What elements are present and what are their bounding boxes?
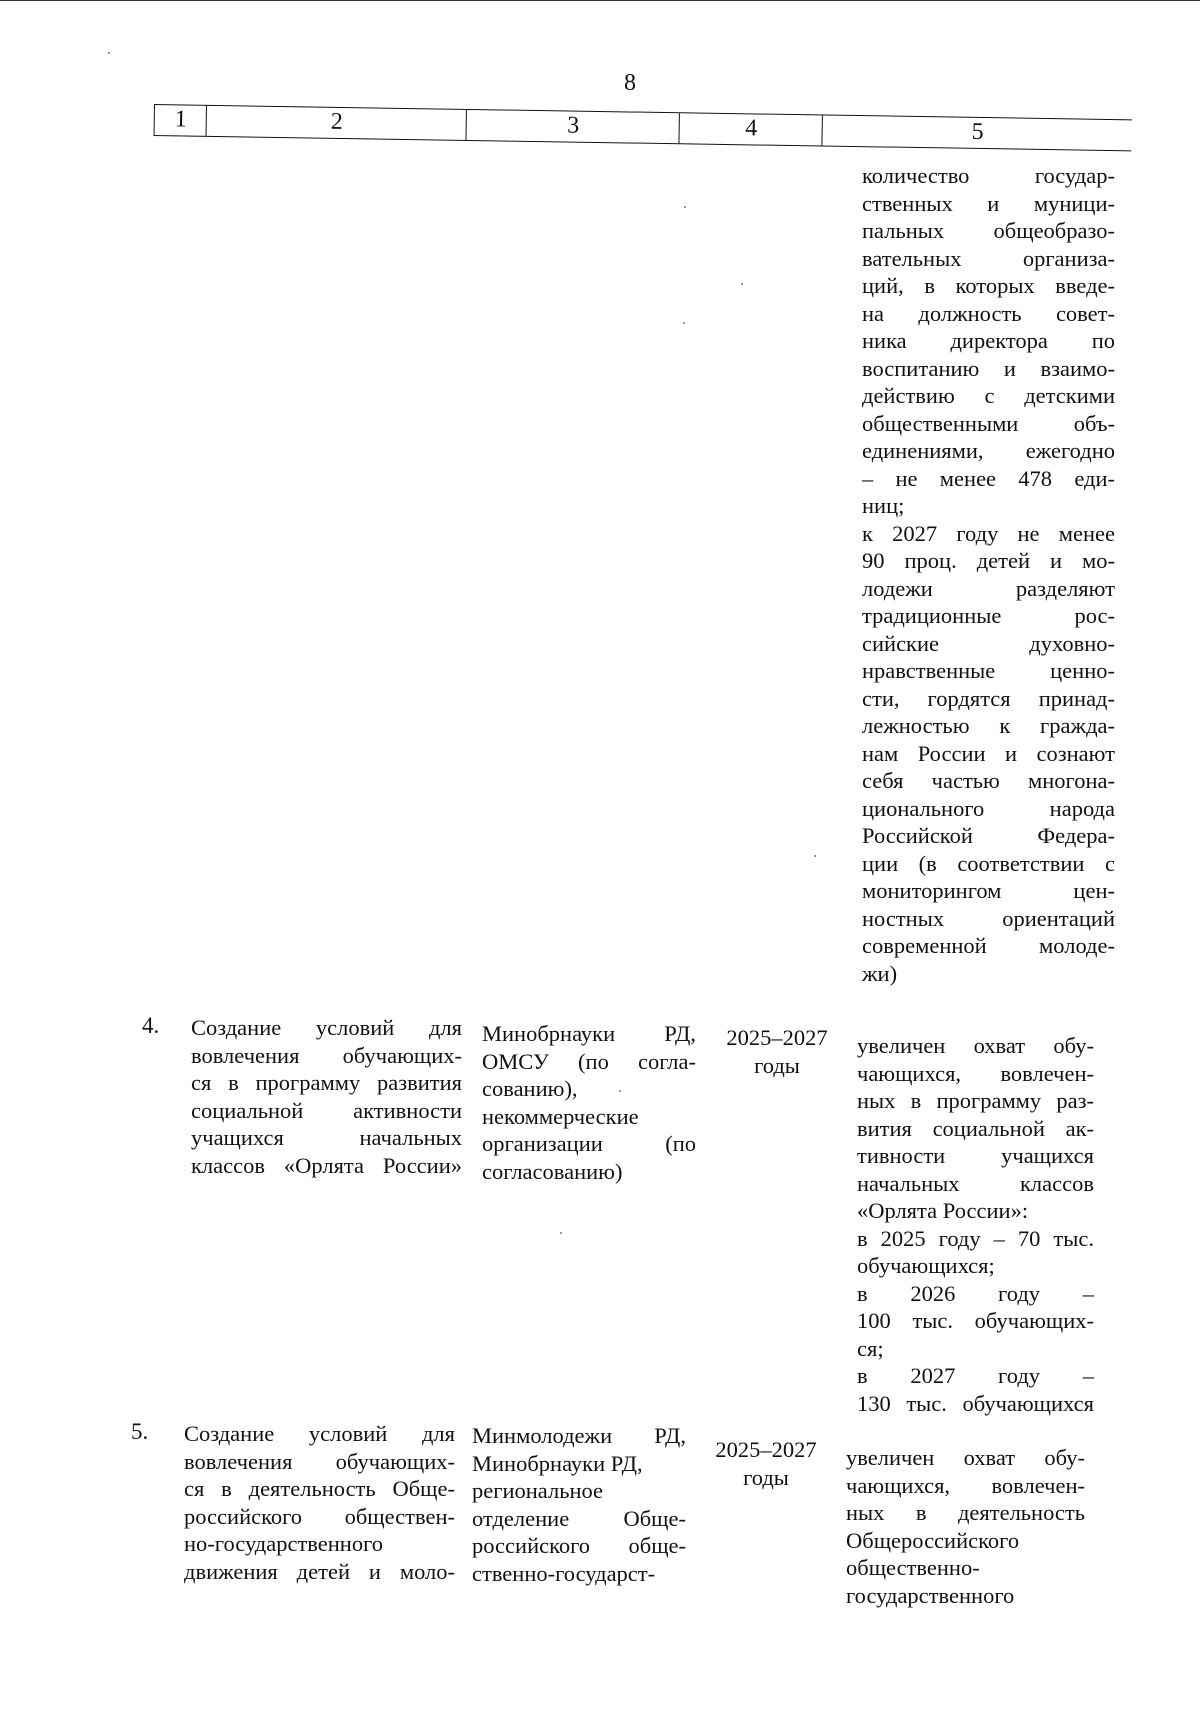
page-number: 8: [624, 70, 636, 96]
col3-line: сованию),: [482, 1076, 578, 1101]
col5-line: лежностью к гражда-: [862, 713, 1115, 738]
col3-line: Минмолодежи РД,: [472, 1423, 686, 1448]
col5-line: лодежи разделяют: [862, 575, 1115, 601]
col5-line: единениями, ежегодно: [862, 438, 1115, 463]
col3-line: ственно-государст-: [472, 1560, 656, 1586]
col3-line: ОМСУ (по согла-: [482, 1048, 696, 1074]
header-col-2: 2: [206, 106, 467, 140]
col5-line: пальных общеобразо-: [862, 218, 1115, 243]
col2-line: Создание условий для: [184, 1421, 455, 1446]
col5-line: себя частью многона-: [862, 768, 1115, 793]
col5-line: действию с детскими: [862, 383, 1115, 408]
table-header: [153, 104, 1131, 151]
row-number: 5.: [131, 1419, 149, 1444]
col5-line: в 2025 году – 70 тыс.: [857, 1225, 1094, 1251]
col5-line: сийские духовно-: [862, 630, 1115, 656]
col5-line: обучающихся;: [857, 1253, 995, 1278]
col2-line: ся в деятельность Обще-: [184, 1476, 455, 1501]
col5-line: ся;: [857, 1335, 884, 1361]
col5-line: современной молоде-: [862, 933, 1115, 958]
col5-line: количество госудаp-: [862, 163, 1115, 188]
col5-line: государственного: [846, 1582, 1015, 1608]
row4-col5-result: [857, 1032, 1094, 1417]
col5-line: в 2027 году –: [857, 1363, 1094, 1388]
col5-line: ных в программу раз-: [857, 1088, 1094, 1113]
continuation-col5: [862, 162, 1115, 987]
row-number: 4.: [142, 1013, 160, 1038]
row4-col3-executors: [482, 1020, 696, 1185]
col4-line: 2025–2027: [715, 1437, 817, 1462]
col5-line: тивности учащихся: [857, 1143, 1094, 1168]
col5-line: жи): [862, 960, 898, 986]
col5-line: Общероссийского: [846, 1527, 1020, 1553]
col5-line: нравственные ценно-: [862, 658, 1115, 683]
col3-line: отделение Обще-: [472, 1505, 686, 1531]
scan-speck: [814, 855, 816, 857]
header-col-4: 4: [678, 113, 822, 145]
col3-line: организации (по: [482, 1131, 696, 1156]
header-col-1: 1: [154, 105, 207, 136]
header-col-3: 3: [465, 110, 679, 143]
col5-line: – не менее 478 еди-: [862, 465, 1115, 491]
page-top-edge: [0, 0, 1200, 1]
col3-line: российского обще-: [472, 1533, 686, 1558]
scan-speck: [619, 1090, 621, 1092]
col3-line: Минобрнауки РД,: [472, 1450, 643, 1476]
row5-col5-result: [846, 1444, 1085, 1609]
col5-line: 130 тыс. обучающихся: [857, 1390, 1094, 1416]
col5-line: Российской Федера-: [862, 823, 1115, 848]
col5-line: ностных ориентаций: [862, 905, 1115, 931]
col5-line: ций, в которых введе-: [862, 273, 1115, 298]
col5-line: в 2026 году –: [857, 1280, 1094, 1306]
col4-line: годы: [743, 1464, 789, 1490]
row5-col4-period: [701, 1436, 831, 1491]
col5-line: общественными объ-: [862, 410, 1115, 436]
col5-line: воспитанию и взаимо-: [862, 355, 1115, 381]
col4-line: годы: [754, 1052, 800, 1078]
row5-col3-executors: [472, 1422, 686, 1587]
scan-speck: [684, 206, 686, 208]
col5-line: ственных и муници-: [862, 190, 1115, 216]
scan-speck: [108, 52, 110, 54]
col5-line: вития социальной ак-: [857, 1115, 1094, 1141]
row4-col4-period: [712, 1024, 842, 1079]
col5-line: ции (в соответствии с: [862, 850, 1115, 876]
col5-line: чающихся, вовлечен-: [857, 1060, 1094, 1086]
row4-col2-activity: [191, 1014, 462, 1179]
col2-line: российского обществен-: [184, 1503, 455, 1529]
col5-line: чающихся, вовлечен-: [846, 1472, 1085, 1498]
col2-line: но-государственного: [184, 1531, 384, 1556]
col5-line: традиционные рос-: [862, 603, 1115, 628]
col5-line: ных в деятельность: [846, 1500, 1085, 1525]
col2-line: вовлечения обучающих-: [191, 1042, 462, 1068]
scan-speck: [560, 1232, 562, 1234]
col4-line: 2025–2027: [726, 1025, 828, 1050]
col5-line: мониторингом цен-: [862, 878, 1115, 903]
col3-line: согласованию): [482, 1158, 623, 1184]
col2-line: вовлечения обучающих-: [184, 1448, 455, 1474]
col5-line: вательных организа-: [862, 245, 1115, 271]
col5-line: общественно-: [846, 1555, 980, 1580]
row5-col2-activity: [184, 1420, 455, 1585]
col2-line: ся в программу развития: [191, 1070, 462, 1095]
col5-line: увеличен охват обу-: [846, 1445, 1085, 1470]
col2-line: социальной активности: [191, 1097, 462, 1123]
col5-line: нам России и сознают: [862, 740, 1115, 766]
col5-line: на должность совет-: [862, 300, 1115, 326]
col5-line: сти, гордятся принад-: [862, 685, 1115, 711]
col5-line: начальных классов: [857, 1170, 1094, 1196]
col3-line: региональное: [472, 1478, 604, 1503]
col5-line: «Орлята России»:: [857, 1198, 1029, 1223]
col5-line: 90 проц. детей и мо-: [862, 548, 1115, 573]
scan-speck: [741, 283, 743, 285]
col3-line: некоммерческие: [482, 1103, 639, 1129]
col2-line: учащихся начальных: [191, 1125, 462, 1150]
col5-line: увеличен охват обу-: [857, 1033, 1094, 1058]
col5-line: ционального народа: [862, 795, 1115, 821]
col5-line: ниц;: [862, 493, 905, 518]
col5-line: к 2027 году не менее: [862, 520, 1115, 546]
col5-line: ника директора по: [862, 328, 1115, 353]
col3-line: Минобрнауки РД,: [482, 1021, 696, 1046]
col2-line: Создание условий для: [191, 1015, 462, 1040]
scan-speck: [683, 322, 685, 324]
col5-line: 100 тыс. обучающих-: [857, 1308, 1094, 1333]
header-col-5: 5: [821, 115, 1132, 150]
col2-line: классов «Орлята России»: [191, 1152, 462, 1178]
col2-line: движения детей и моло-: [184, 1558, 455, 1584]
